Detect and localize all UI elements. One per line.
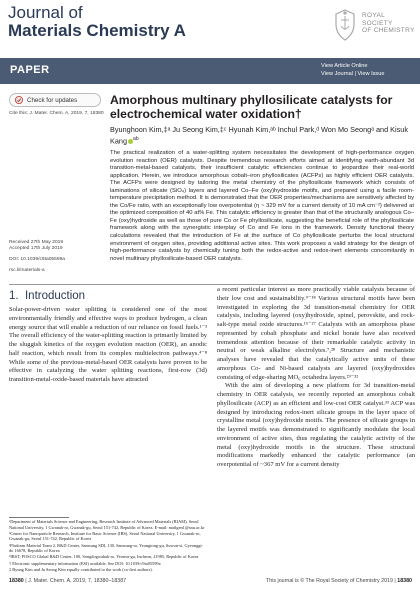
section-divider	[9, 284, 412, 285]
journal-name-line2: Materials Chemistry A	[8, 21, 186, 40]
footnote-affiliation-d: ᵈIBST, POSCO Global R&D Center, 100, Songdogwahak-ro, Yeonsu-gu, Incheon, 21985, Republic of Korea	[9, 554, 199, 560]
view-article-online-link[interactable]: View Article Online	[321, 63, 368, 69]
author-list: Byunghoon Kim,‡ᵃ Ju Seong Kim,‡ᶜ Hyunah Kim,ᵃᵇ Inchul Park,ᵈ Won Mo Seongᵃ and Kisuk Kang $^{ab}$	[110, 125, 408, 146]
page-number: 18380	[9, 578, 24, 584]
banner-links: View Article Online View Journal | View Issue	[321, 63, 385, 77]
article-type-banner	[0, 58, 420, 84]
footnote-affiliation-c: ᶜPlatform Material Team 2, R&D Center, Samsung SDI, 130, Samsung-ro, Yeongtong-gu, Suwon-si, Gyeonggi-do 16678, Republic of Korea	[9, 542, 204, 554]
journal-name[interactable]	[8, 4, 186, 40]
rsc-crest-icon	[332, 8, 358, 42]
abstract: The practical realization of a water-splitting system necessitates the development of high-performance oxygen evolution reaction (OER) catalysts. Despite tremendous research efforts aimed at identifying earth-abundant 3d transition-metal-based catalysts, their insufficient catalytic efficiencies continue to jeopardize their real-world application. Herein, we introduce amorphous cobalt–iron phyllosilicates (ACFPs) as highly efficient OER catalysts. The ACFPs were designed by tailoring the metal chemistry of the phyllosilicate framework which consists of laminations of silicate (SiO₄) layers and layered Co–Fe (oxy)hydroxide motifs, and prepared using a facile room-temperature precipitation method. It is demonstrated that the OER properties/mechanisms are sensitively affected by the Co/Fe ratio, with an exceptionally low overpotential (η ~ 329 mV for a current density of 10 mA cm⁻²) delivered at the optimized composition of 40 at% Fe. This catalytic efficiency is greater than that of the structurally analogous Co–Fe (oxy)hydroxide as well as those of pure Co or Fe phyllosilicate, suggesting the beneficial role of the phyllosilicate framework along with the synergistic interplay of Co and Fe ions in the framework. Density functional theory calculations revealed that the introduction of Fe at the surface of Co phyllosilicate perturbs the local structural environment of oxygen sites, providing additional active sites. This work proposes a valid strategy for the design of high-performance catalysts by chemically tuning both the redox-active and redox-inert elements concomitantly in novel multinary phyllosilicate-based OER catalysts.	[110, 150, 414, 262]
journal-header	[0, 0, 420, 52]
rsc-logo[interactable]	[332, 6, 416, 46]
section-heading: 1. Introduction	[9, 290, 86, 302]
view-journal-link[interactable]: View Journal	[321, 70, 353, 77]
check-for-updates-label: Check for updates	[27, 96, 78, 104]
page-footer	[9, 578, 412, 588]
article-history	[9, 240, 105, 275]
footer-copyright: This journal is © The Royal Society of Chemistry 2019 | 18380	[266, 578, 412, 584]
accepted-date: Accepted 17th July 2019	[9, 246, 63, 252]
view-issue-link[interactable]: View Issue	[357, 70, 385, 77]
check-for-updates-button[interactable]	[9, 93, 101, 107]
footer-citation: 18380 | J. Mater. Chem. A, 2019, 7, 18380–18387	[9, 578, 127, 584]
crossmark-icon	[15, 96, 23, 104]
intro-paragraph-1-continued: a recent particular interest as more practically viable catalysts because of their low cost and sustainability.⁹⁻¹⁸ Various structural motifs have been investigated in exploring the 3d transition-metal chemistry for OER catalysis, including layered (oxy)hydroxide, spinel, perovskite, and rock-salt-type metal oxide structures.¹⁵⁻²⁷ Catalysts with an amorphous phase represented by cobalt phosphate and nickel borate have also received tremendous attention because of their remarkable catalytic activity in neutral or weak alkaline electrolytes.⁷,²⁸ Structure and mechanistic analyses have revealed that the catalytically active units of these amorphous Co- and Ni-based catalysts are layered (oxy)hydroxides consisting of edge-sharing MO₆ octahedra layers.²⁹⁻³²	[217, 286, 415, 381]
article-type-label: PAPER	[10, 64, 50, 76]
rsc-wordmark: ROYAL SOCIETY OF CHEMISTRY	[362, 12, 415, 34]
article-title: Amorphous multinary phyllosilicate catalysts for electrochemical water oxidation†	[110, 93, 393, 121]
citation-link[interactable]: J. Mater. Chem. A, 2019, 7, 18380	[29, 111, 104, 116]
doi-link[interactable]: DOI: 10.1039/c9ta05599a	[9, 256, 66, 262]
footnote-affiliation-a: ᵃDepartment of Materials Science and Engineering, Research Institute of Advanced Materials (RIAM), Seoul National University, 1 Gwanak-ro, Gwanak-gu, Seoul 151-742, Republic of Korea. E-mail: matlgen1@snu.ac.kr	[9, 519, 205, 530]
cite-this: Cite this: J. Mater. Chem. A, 2019, 7, 18380	[9, 111, 104, 116]
journal-site-link[interactable]: rsc.li/materials-a	[9, 268, 45, 274]
footnote-affiliation-b: ᵇCenter for Nanoparticle Research, Institute for Basic Science (IBS), Seoul National University, 1 Gwanak-ro, Gwanak-gu, Seoul 151-742, Republic of Korea	[9, 530, 201, 542]
footnote-esi: † Electronic supplementary information (ESI) available. See DOI: 10.1039/c9ta05599a	[9, 560, 161, 566]
body-text-left-column	[9, 306, 207, 385]
intro-paragraph-2: With the aim of developing a new platform for 3d transition-metal chemistry in OER catalysis, we recently reported an amorphous cobalt phyllosilicate (ACP) as an efficient and low-cost OER catalyst.³³ ACP was designed by introducing redox-inert silicate groups in the layer space of crystalline metal (oxy)hydroxide motifs. The presence of silicate groups in the layered motifs was demonstrated to significantly modulate the local environment of active sites, thus regulating the catalytic activity of the metal (oxy)hydroxide motifs in the structure. These structural modifications markedly enhanced the catalytic performance (an overpotential of ~367 mV for a current density	[217, 382, 415, 468]
footnote-equal-contribution: ‡ Byung Kim and Ju Seong Kim equally contributed to the work (co-first authors).	[9, 566, 153, 572]
intro-paragraph-1: Solar-power-driven water splitting is considered one of the most environmentally friendly and effective ways to produce hydrogen, a clean energy source that will enable a reduction of our reliance on fossil fuels.¹⁻³ The overall efficiency of the water-splitting reaction is primarily limited by the sluggish kinetics of the oxygen evolution reaction (OER), an anodic half reaction, which result from its complex multielectron pathways.⁴⁻⁸ While some of the previous-metal-based OER catalysts have proven to be effective in catalyzing the water splitting reactions, first-row (3d) transition-metal-oxide-based materials have attracted	[9, 306, 207, 383]
footnotes	[9, 519, 207, 573]
body-text-right-column	[217, 286, 415, 470]
journal-name-line1: Journal of	[8, 3, 83, 22]
footnote-divider	[9, 517, 69, 518]
received-date: Received 27th May 2019	[9, 240, 64, 245]
